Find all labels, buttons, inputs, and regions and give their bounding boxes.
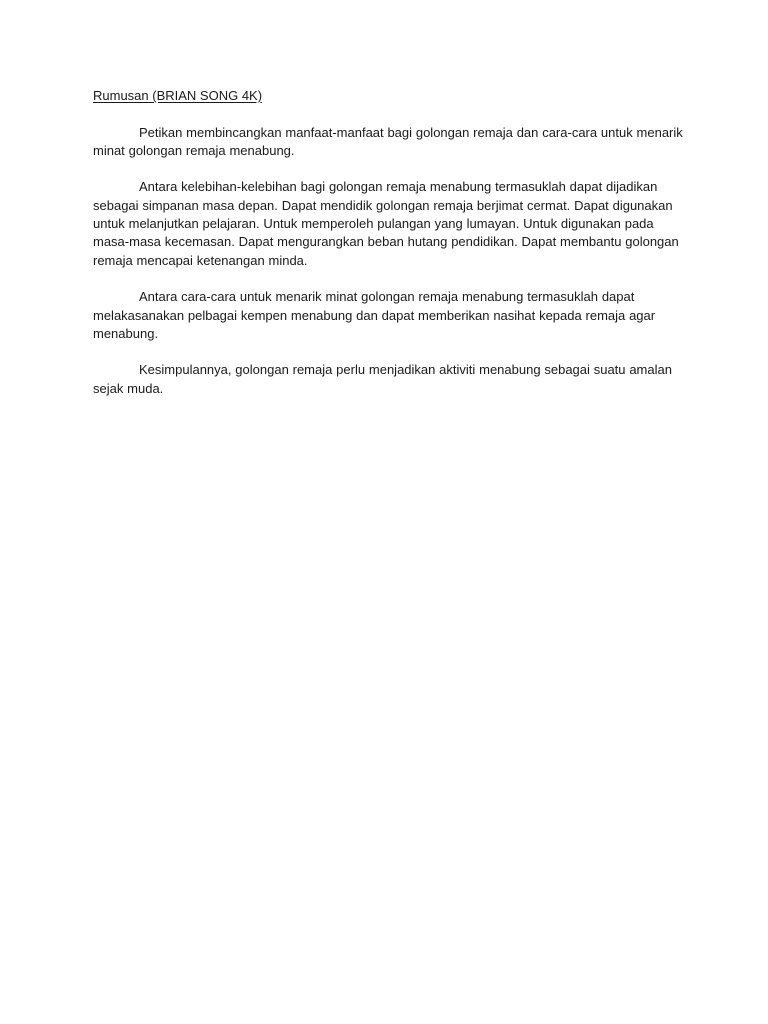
paragraph-conclusion: Kesimpulannya, golongan remaja perlu menjadikan aktiviti menabung sebagai suatu amalan sejak muda.	[93, 362, 672, 396]
paragraph-methods: Antara cara-cara untuk menarik minat golongan remaja menabung termasuklah dapat melakasanakan pelbagai kempen menabung dan dapat memberikan nasihat kepada remaja agar menabung.	[93, 289, 656, 341]
document-heading: Rumusan (BRIAN SONG 4K)	[93, 88, 263, 103]
document-body	[93, 87, 683, 416]
paragraph-intro: Petikan membincangkan manfaat-manfaat bagi golongan remaja dan cara-cara untuk menarik minat golongan remaja menabung.	[93, 124, 683, 158]
paragraph-benefits: Antara kelebihan-kelebihan bagi golongan remaja menabung termasuklah dapat dijadikan sebagai simpanan masa depan. Dapat mendidik golongan remaja berjimat cermat. Dapat digunakan untuk melanjutkan pelajaran. Untuk memperoleh pulangan yang lumayan. Untuk digunakan pada masa-masa kecemasan. Dapat mengurangkan beban hutang pendidikan. Dapat membantu golongan remaja mencapai ketenangan minda.	[93, 179, 679, 268]
